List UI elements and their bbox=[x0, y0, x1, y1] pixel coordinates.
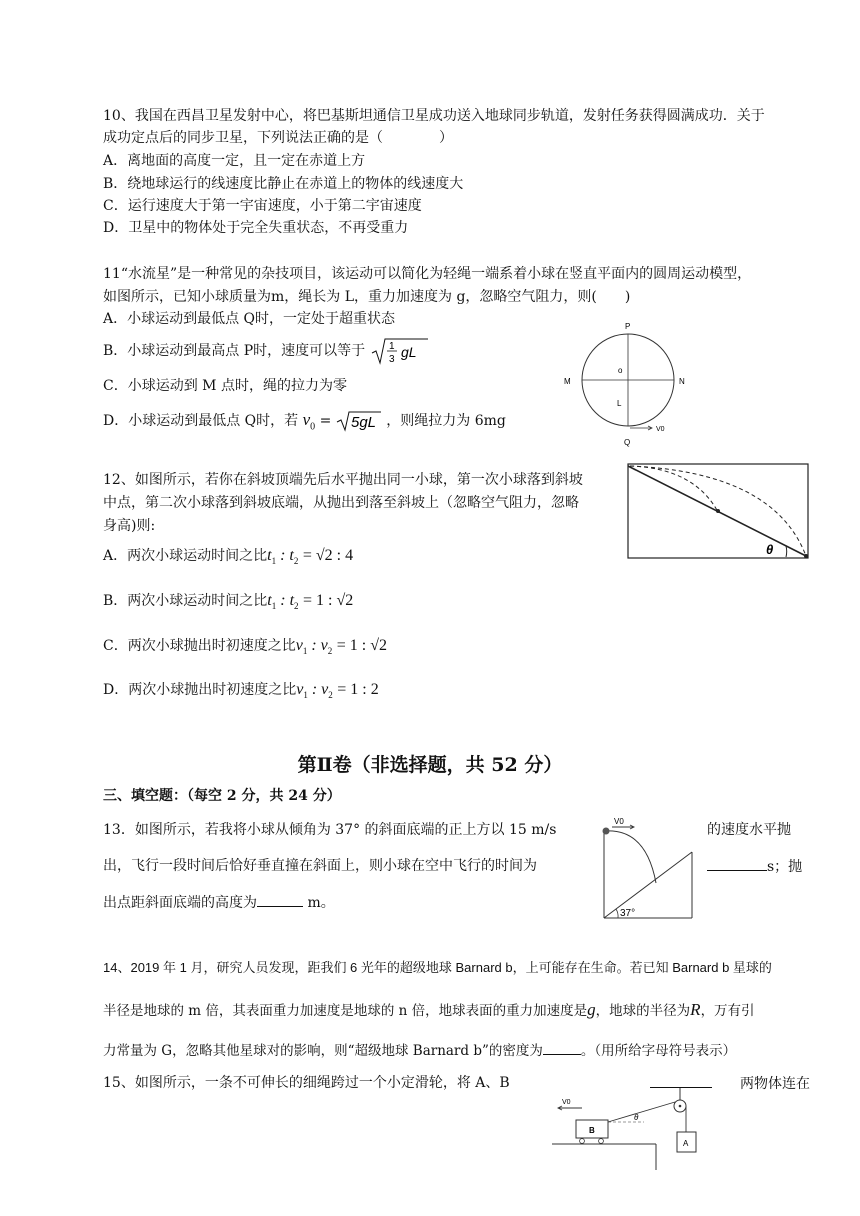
q12-option-a: A．两次小球运动时间之比$t_1$ : $t_2 = √2$ : 4 bbox=[103, 547, 354, 567]
q13-blank-height[interactable] bbox=[257, 892, 303, 907]
q10-option-b: B．绕地球运行的线速度比静止在赤道上的物体的线速度大 bbox=[103, 176, 464, 192]
q15-line1-left: 15、如图所示，一条不可伸长的细绳跨过一个小定滑轮，将 A、B bbox=[103, 1075, 510, 1091]
q10-option-d: D．卫星中的物体处于完全失重状态，不再受重力 bbox=[103, 220, 409, 236]
label-v0: V0 bbox=[656, 426, 665, 433]
q13-blank-time[interactable] bbox=[707, 856, 767, 871]
q14-line1: 14、2019 年 1 月，研究人员发现，距我们 6 光年的超级地球 Barnard b，上可能存在生命。若已知 Barnard b 星球的 bbox=[103, 960, 772, 975]
q13-line3: 出点距斜面底端的高度为 m。 bbox=[103, 892, 335, 913]
label-n: N bbox=[679, 377, 685, 386]
q12-stem-line2: 中点，第二次小球落到斜坡底端，从抛出到落至斜坡上（忽略空气阻力，忽略 bbox=[103, 495, 579, 511]
q15-v0-label: V0 bbox=[562, 1099, 571, 1106]
label-o: o bbox=[618, 366, 623, 375]
q11-option-d-text: D．小球运动到最低点 Q时，若 bbox=[103, 413, 299, 429]
q10-stem-line2: 成功定点后的同步卫星，下列说法正确的是（ ） bbox=[103, 130, 453, 146]
q11-option-d-suffix: ，则绳拉力为 6mg bbox=[386, 413, 506, 429]
sqrt-one-third-gl bbox=[370, 337, 430, 365]
svg-text:5gL: 5gL bbox=[350, 414, 376, 431]
frac-den: 3 bbox=[388, 354, 395, 365]
q13-line1-left: 13．如图所示，若我将小球从倾角为 37° 的斜面底端的正上方以 15 m/s bbox=[103, 822, 557, 838]
q13-line1-right: 的速度水平抛 bbox=[707, 822, 791, 838]
q13-line2-left: 出，飞行一段时间后恰好垂直撞在斜面上，则小球在空中飞行的时间为 bbox=[103, 858, 537, 874]
q12-slope-figure bbox=[624, 460, 814, 562]
q13-angle-label: 37° bbox=[620, 908, 636, 919]
q12-option-d: D．两次小球抛出时初速度之比$v_1$ : $v_2 = 1$ : 2 bbox=[103, 681, 379, 701]
label-l: L bbox=[617, 399, 622, 408]
label-p: P bbox=[625, 322, 631, 331]
q15-line1-right: 两物体连在 bbox=[650, 1073, 810, 1094]
q11-option-a: A．小球运动到最低点 Q时，一定处于超重状态 bbox=[103, 311, 396, 327]
v0-symbol: $v_0$ bbox=[302, 410, 316, 433]
frac-num: 1 bbox=[388, 341, 395, 352]
q15-block-a-label: A bbox=[683, 1139, 689, 1148]
q10-option-c: C．运行速度大于第一宇宙速度，小于第二宇宙速度 bbox=[103, 198, 422, 214]
q12-stem-line1: 12、如图所示，若你在斜坡顶端先后水平抛出同一小球，第一次小球落到斜坡 bbox=[103, 472, 583, 488]
q11-circle-figure bbox=[560, 318, 720, 448]
q11-option-b bbox=[103, 337, 430, 365]
label-q: Q bbox=[624, 438, 631, 447]
q11-stem-line1: 11“水流星”是一种常见的杂技项目，该运动可以简化为轻绳一端系着小球在竖直平面内的圆周运动模型， bbox=[103, 266, 752, 282]
q15-theta-label: θ bbox=[634, 1113, 639, 1122]
q15-block-b-label: B bbox=[589, 1126, 595, 1135]
q13-incline-figure bbox=[596, 815, 700, 921]
sqrt-5gl bbox=[336, 410, 382, 432]
q10-option-a: A．离地面的高度一定，且一定在赤道上方 bbox=[103, 153, 366, 169]
q14-line3: 力常量为 G，忽略其他星球对的影响，则“超级地球 Barnard b”的密度为 。（用所给字母符号表示） bbox=[103, 1040, 736, 1061]
q12-stem-line3: 身高)则: bbox=[103, 518, 156, 534]
q12-option-b: B．两次小球运动时间之比$t_1$ : $t_2 = 1$ : √2 bbox=[103, 592, 354, 612]
gl-text: gL bbox=[400, 344, 417, 360]
q13-v0-label: V0 bbox=[614, 817, 624, 826]
q12-option-c: C．两次小球抛出时初速度之比$v_1$ : $v_2 = 1$ : √2 bbox=[103, 637, 387, 657]
q13-line2-right: s；抛 bbox=[707, 856, 802, 877]
q14-line2: 半径是地球的 m 倍，其表面重力加速度是地球的 n 倍，地球表面的重力加速度是g，地球的半径为R，万有引 bbox=[103, 1000, 755, 1019]
section2-title: 第Ⅱ卷（非选择题，共 52 分） bbox=[297, 754, 563, 776]
section3-title: 三、填空题：（每空 2 分，共 24 分） bbox=[103, 788, 341, 804]
q15-pulley-figure bbox=[548, 1086, 708, 1172]
q10-stem-line1: 10、我国在西昌卫星发射中心，将巴基斯坦通信卫星成功送入地球同步轨道，发射任务获得圆满成功．关于 bbox=[103, 108, 765, 124]
q11-option-c: C．小球运动到 M 点时，绳的拉力为零 bbox=[103, 378, 347, 394]
equals: = bbox=[315, 413, 336, 429]
q11-option-b-text: B．小球运动到最高点 P时，速度可以等于 bbox=[103, 343, 366, 359]
theta-label: θ bbox=[766, 542, 774, 557]
label-m: M bbox=[564, 377, 571, 386]
q11-stem-line2: 如图所示，已知小球质量为m，绳长为 L，重力加速度为 g，忽略空气阻力，则( ) bbox=[103, 289, 631, 305]
q14-blank-density[interactable] bbox=[543, 1040, 581, 1055]
q11-option-d bbox=[103, 410, 506, 437]
